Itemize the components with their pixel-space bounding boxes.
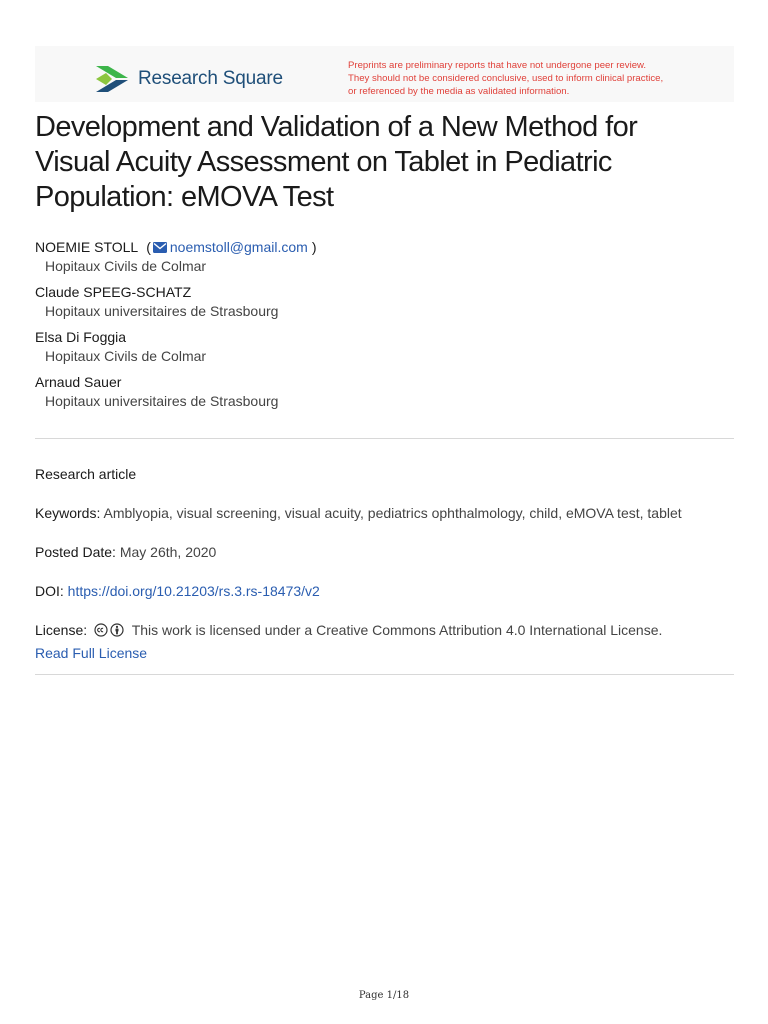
section-divider xyxy=(35,674,734,675)
license xyxy=(35,620,735,640)
author-entry xyxy=(35,373,735,411)
author-affiliation: Hopitaux universitaires de Strasbourg xyxy=(45,303,279,319)
keywords-value: Amblyopia, visual screening, visual acuity, pediatrics ophthalmology, child, eMOVA test, tablet xyxy=(103,505,682,521)
doi-label: DOI: xyxy=(35,583,64,599)
author-name: Claude SPEEG-SCHATZ xyxy=(35,284,192,300)
posted-date-value: May 26th, 2020 xyxy=(119,544,217,560)
preprint-disclaimer xyxy=(348,60,728,98)
page-number: Page 1/18 xyxy=(358,990,410,1001)
author-name: Elsa Di Foggia xyxy=(35,329,127,345)
author-name-text: NOEMIE STOLL xyxy=(35,239,139,255)
disclaimer-line: They should not be considered conclusive, used to inform clinical practice, xyxy=(348,72,664,84)
posted-date-label: Posted Date: xyxy=(35,544,116,560)
keywords xyxy=(35,503,735,523)
title-line: Population: eMOVA Test xyxy=(35,181,334,213)
disclaimer-line: Preprints are preliminary reports that have not undergone peer review. xyxy=(348,60,647,71)
author-name: Arnaud Sauer xyxy=(35,374,122,390)
author-list xyxy=(35,238,735,418)
doi xyxy=(35,581,735,601)
author-email xyxy=(146,238,316,256)
brand-name: Research Square xyxy=(138,68,283,89)
author-affiliation: Hopitaux universitaires de Strasbourg xyxy=(45,393,279,409)
keywords-label: Keywords: xyxy=(35,505,101,521)
paren-open: ( xyxy=(146,239,151,255)
section-divider xyxy=(35,438,734,439)
author-entry xyxy=(35,283,735,321)
author-affiliation: Hopitaux Civils de Colmar xyxy=(45,258,207,274)
article-type: Research article xyxy=(35,466,137,482)
author-name xyxy=(35,238,735,256)
license-text: This work is licensed under a Creative Commons Attribution 4.0 International License. xyxy=(131,622,663,638)
cc-icon xyxy=(94,623,108,637)
envelope-icon xyxy=(153,242,167,253)
read-license xyxy=(35,643,735,663)
attribution-icon xyxy=(110,623,124,637)
author-entry xyxy=(35,328,735,366)
doi-link[interactable]: https://doi.org/10.21203/rs.3.rs-18473/v2 xyxy=(67,583,320,599)
paper-title xyxy=(35,110,735,215)
title-line: Visual Acuity Assessment on Tablet in Pediatric xyxy=(35,146,612,178)
research-square-logo[interactable] xyxy=(94,64,283,94)
license-icons xyxy=(94,623,126,637)
paren-close: ) xyxy=(311,239,317,255)
author-entry xyxy=(35,238,735,276)
author-affiliation: Hopitaux Civils de Colmar xyxy=(45,348,207,364)
email-link[interactable]: noemstoll@gmail.com xyxy=(169,239,308,255)
research-square-logo-icon xyxy=(94,64,130,94)
disclaimer-line: or referenced by the media as validated information. xyxy=(348,85,570,97)
read-full-license-link[interactable]: Read Full License xyxy=(35,645,148,661)
posted-date xyxy=(35,542,735,562)
license-label: License: xyxy=(35,622,88,638)
title-line: Development and Validation of a New Method for xyxy=(35,111,638,143)
